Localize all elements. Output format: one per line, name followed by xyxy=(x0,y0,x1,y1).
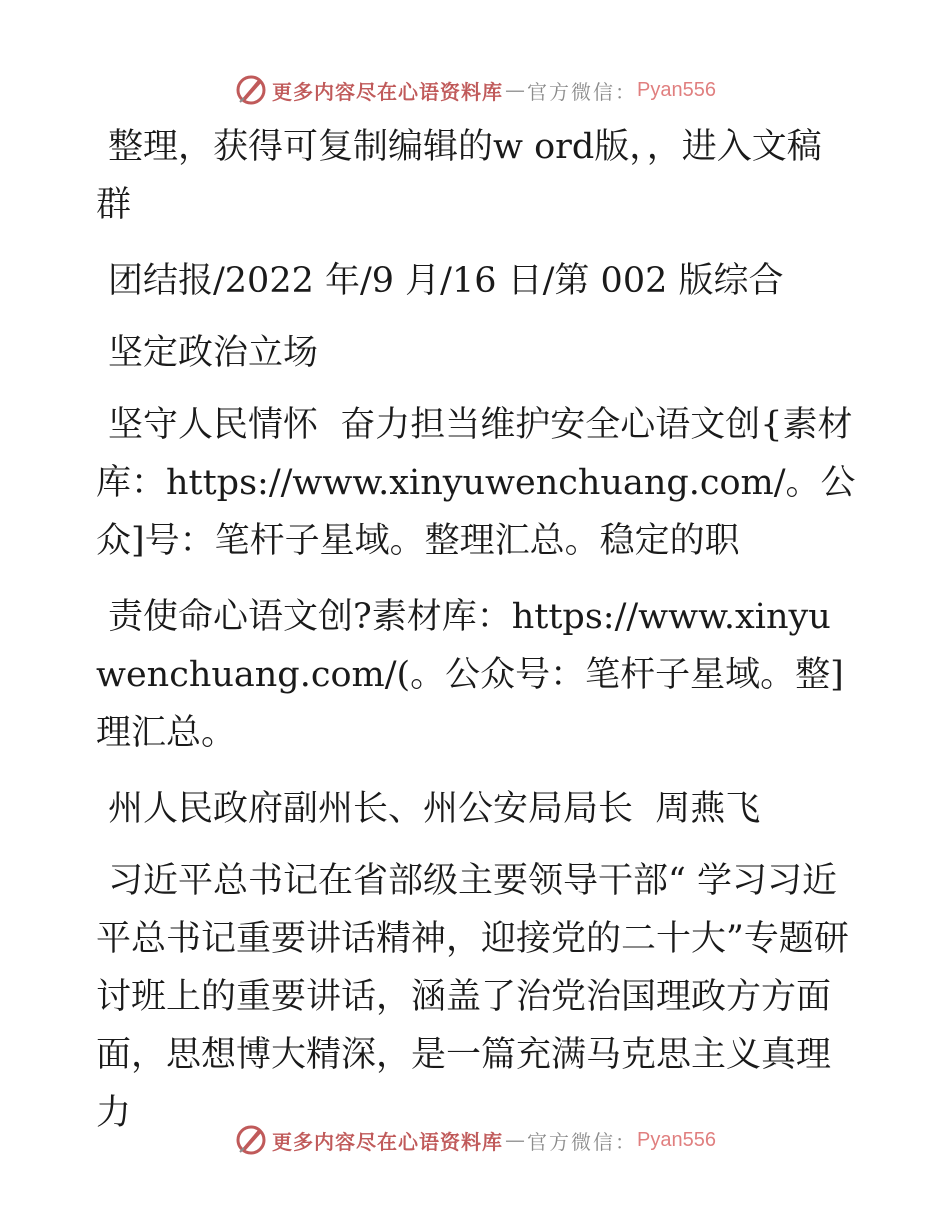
paragraph-heading-2: 坚守人民情怀 奋力担当维护安全心语文创{素材库：https://www.xinyuwenchuang.com/。公众]号：笔杆子星域。整理汇总。稳定的职 xyxy=(96,405,856,561)
paragraph-source: 团结报/2022 年/9 月/16 日/第 002 版综合 xyxy=(108,261,784,301)
banner-sub-text: 官方微信： xyxy=(527,79,638,104)
banner-dash: — xyxy=(505,78,526,102)
paragraph-intro: 整理，获得可复制编辑的w ord版，，进入文稿群 xyxy=(96,127,822,225)
banner-dash: — xyxy=(505,1128,526,1152)
banner-wechat-id: Pyan556 xyxy=(637,1128,716,1151)
paragraph-author: 州人民政府副州长、州公安局局长 周燕飞 xyxy=(108,789,761,829)
paragraph-heading-3: 责使命心语文创?素材库：https://www.xinyuwenchuang.com/(。公众号：笔杆子星域。整]理汇总。 xyxy=(96,597,844,753)
quill-pen-circle-icon xyxy=(234,1123,268,1157)
document-body xyxy=(96,118,856,1160)
banner-wechat-id: Pyan556 xyxy=(637,78,716,101)
footer-banner xyxy=(0,1120,950,1160)
quill-pen-circle-icon xyxy=(234,73,268,107)
paragraph-body: 习近平总书记在省部级主要领导干部“ 学习习近平总书记重要讲话精神，迎接党的二十大”专题研讨班上的重要讲话，涵盖了治党治国理政方方面面，思想博大精深，是一篇充满马克思主义真理力 xyxy=(96,861,849,1133)
banner-sub-text: 官方微信： xyxy=(527,1129,638,1154)
banner-main-text: 更多内容尽在心语资料库 xyxy=(272,1129,504,1154)
banner-main-text: 更多内容尽在心语资料库 xyxy=(272,79,504,104)
header-banner xyxy=(0,70,950,110)
paragraph-heading-1: 坚定政治立场 xyxy=(108,333,319,373)
